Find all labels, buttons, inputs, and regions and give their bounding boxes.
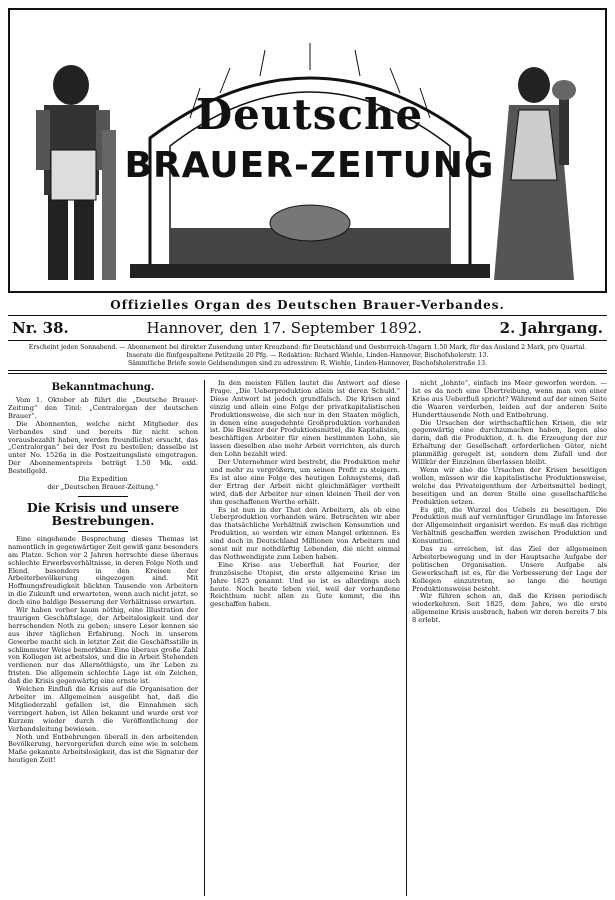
divider: [8, 373, 607, 374]
announcement-heading: Bekanntmachung.: [51, 382, 155, 393]
newspaper-title-line2: BRAUER-ZEITUNG: [124, 145, 495, 186]
divider: [78, 531, 128, 532]
issue-volume: 2. Jahrgang.: [499, 319, 603, 337]
masthead: [8, 8, 607, 293]
column-1: [8, 380, 198, 896]
paragraph: Wir führen schon an, daß die Krisen periodisch wiederkehren. Seit 1825, dem Jahre, wo die erste allgemeine Krisis ausbrach, haben wir deren bereits 7 bis 8 erlebt.: [412, 592, 607, 625]
subscription-info: [8, 344, 607, 368]
address-line: Sämmtliche Briefe sowie Geldsendungen sind zu adressiren: R. Wiehle, Linden-Hannover, Bischofsholerstraße 13.: [128, 360, 487, 367]
column-2: [210, 380, 400, 896]
paragraph: nicht „lohnte“, einfach ins Meer geworfen werden. — Ist es da noch eine Übertreibung, wenn man von einer Krise aus Ueberfluß spricht? Während auf der einen Seite die Waaren verderben, leiden auf der anderen Seite Hunderttausende Noth und Entbehrung.: [412, 380, 607, 419]
subscription-line: Erscheint jeden Sonnabend. — Abonnement bei direkter Zusendung unter Kreuzband: für Deutschland und Oesterreich-Ungarn 1.50 Mark, für das Ausland 2 Mark, pro Quartal.: [28, 344, 587, 351]
official-organ-line: Offizielles Organ des Deutschen Brauer-Verbandes.: [110, 298, 505, 312]
paragraph: Eine Krise aus Ueberfluß hat Fourier, der französische Utopist, die erste allgemeine Krise im Jahre 1825 genannt. Und so ist es allerdings auch heute. Noch heute leben viel, weil der vorhandene Reichthum nicht allen zu Gute kommt, die ihn geschaffen haben.: [210, 560, 400, 609]
signature-line: der „Deutschen Brauer-Zeitung.“: [47, 482, 159, 491]
paragraph: Wenn wir also die Ursachen der Krisen beseitigen wollen, müssen wir die kapitalistische Produktionsweise, welche das Privateigenthum der Arbeitsmittel bedingt, beseitigen und an deren Stelle eine gesellschaftliche Produktion setzen.: [412, 465, 607, 506]
newspaper-title-line1: Deutsche: [195, 90, 424, 139]
paragraph: Eine eingehende Besprechung dieses Themas ist namentlich in gegenwärtiger Zeit gewiß ganz besonders am Platze. Schon vor 2 Jahren herrschte diese überaus schlechte Erwerbsverhältnisse, in deren Folge Noth und Elend, besonders in den Kreisen der Arbeiterbevölkerung eingezogen sind. Mit Hoffnungsfreudigkeit blickten Tausende von Arbeitern in die Zukunft und erwarteten, wenn auch nicht jetzt, so doch eine baldige Besserung der Verhältnisse erwarten.: [8, 534, 198, 607]
paragraph: In den meisten Fällen lautet die Antwort auf diese Frage: „Die Ueberproduktion allein ist deren Schuld.“ Diese Antwort ist jedoch grundfalsch. Die Krisen sind einzig und allein eine Folge der privatkapitalistischen Produktionsweise, die sich nur in den Staaten möglich, in denen eine ausgedehnte Großproduktion vorhanden ist. Die Besitzer der Produktionsmittel, die Kapitalisten, beschäftigen Arbeiter für einen bestimmten Lohn, sie lassen dieselben also mehr Arbeit verrichten, als durch den Lohn bezahlt wird.: [210, 380, 400, 459]
paragraph: Noth und Entbehrungen überall in den arbeitenden Bevölkerung, hervorgerufen durch eine wie in solchem Maße gekannte Arbeitslosigkeit, das ist die Signatur der heutigen Zeit!: [8, 732, 198, 765]
newspaper-page: [8, 8, 607, 896]
signature-line: Die Expedition: [78, 475, 128, 484]
paragraph: Das zu erreichen, ist das Ziel der allgemeinen Arbeiterbewegung und in der Hauptsache Aufgabe der politischen Organisation. Unsere Aufgabe als Gewerkschaft ist es, für die Verbesserung der Lage der Kollegen einzutreten, so lange die heutige Produktionsweise besteht.: [412, 545, 607, 593]
paragraph: Wir haben vorher kaum nöthig, eine Illustration der traurigen Geschäftslage, der Arbeitslosigkeit und der herrschenden Noth zu geben; unsere Leser kennen sie aus ihrer täglichen Erfahrung. Noch in unserem Gewerbe macht sich in letzter Zeit die Geschäftsstille in schlimmster Weise bemerkbar. Eine überaus große Zahl von Kollegen ist arbeitslos, und die in Arbeit Stehenden verdienen nur das Allernöthigste, um ihr Leben zu fristen. Die allgemein schlechte Lage ist ein Zeichen, daß die Krisis gegenwärtig eine ernste ist.: [8, 606, 198, 686]
paragraph: Welchen Einfluß die Krisis auf die Organisation der Arbeiter im Allgemeinen ausgeübt hat, daß die Mitgliederzahl gefallen ist, die Einnahmen sich verringert haben, ist Allen bekannt und wurde erst vor Kurzem wieder durch die Veröffentlichung der Verbandsleitung bewiesen.: [8, 685, 198, 733]
paragraph: Es gilt, die Wurzel des Uebels zu beseitigen. Die Produktion muß auf vernünftiger Grundlage im Interesse der Allgemeinheit organisirt werden. Es muß das richtige Verhältniß geschaffen werden zwischen Produktion und Konsumtion.: [412, 505, 607, 546]
divider: [8, 370, 607, 371]
paragraph: Es ist nun in der That den Arbeitern, als ob eine Ueberproduktion vorhanden wäre. Betrachten wir aber das thatsächliche Verhältniß zwischen Konsumtion und Produktion, so werden wir einen Mangel erkennen. Es sind doch in Deutschland Millionen von Arbeitern und sonst mit nur nothdürftig Lebenden, die nicht einmal das Nothwendigste zum Leben haben.: [210, 505, 400, 561]
article-heading: Die Krisis und unsere Bestrebungen.: [26, 499, 180, 528]
paragraph: Die Abonnenten, welche nicht Mitglieder des Verbandes sind und bereits für nicht schon vorausbezahlt haben, werden freundlichst ersucht, das „Centralorgan“ bei der Post zu bestellen; dasselbe ist unter No. 1526a in die Postzeitungsliste eingetragen. Der Abonnementspreis beträgt 1.50 Mk. exkl. Bestellgeld.: [8, 419, 198, 476]
advertisement-line: Inserate die fünfgespaltene Petitzeile 20 Pfg. — Redaktion: Richard Wiehle, Linden-Hannover, Bischofsholerstr. 13.: [126, 352, 489, 359]
paragraph: Der Unternehmer wird bestrebt, die Produktion mehr und mehr zu vergrößern, um seinen Profit zu steigern. Es ist also eine Folge des heutigen Lohnsystems, daß der Ertrag der Arbeit nicht gleichmäßiger vertheilt wird, daß der Arbeiter nur einen kleinen Theil der von ihm geschaffenen Werthe erhält.: [210, 458, 400, 506]
column-3: [412, 380, 607, 896]
article-columns: [8, 380, 607, 896]
issue-number: Nr. 38.: [12, 319, 69, 337]
issue-line: [8, 315, 607, 341]
paragraph: Vom 1. Oktober ab führt die „Deutsche Brauer-Zeitung“ den Titel: „Centralorgan der deutschen Brauer“.: [8, 396, 198, 420]
issue-place-date: Hannover, den 17. September 1892.: [146, 319, 422, 337]
paragraph: Die Ursachen der wirthschaftlichen Krisen, die wir gegenwärtig eine durchzumachen haben, liegen also darin, daß die Produktion, d. h. die Erzeugung der zur Erhaltung der Gesellschaft erforderlichen Güter, nicht planmäßig geregelt ist, sondern dem Zufall und der Willkür der Einzelnen überlassen bleibt.: [412, 418, 607, 467]
divider: [78, 496, 128, 497]
